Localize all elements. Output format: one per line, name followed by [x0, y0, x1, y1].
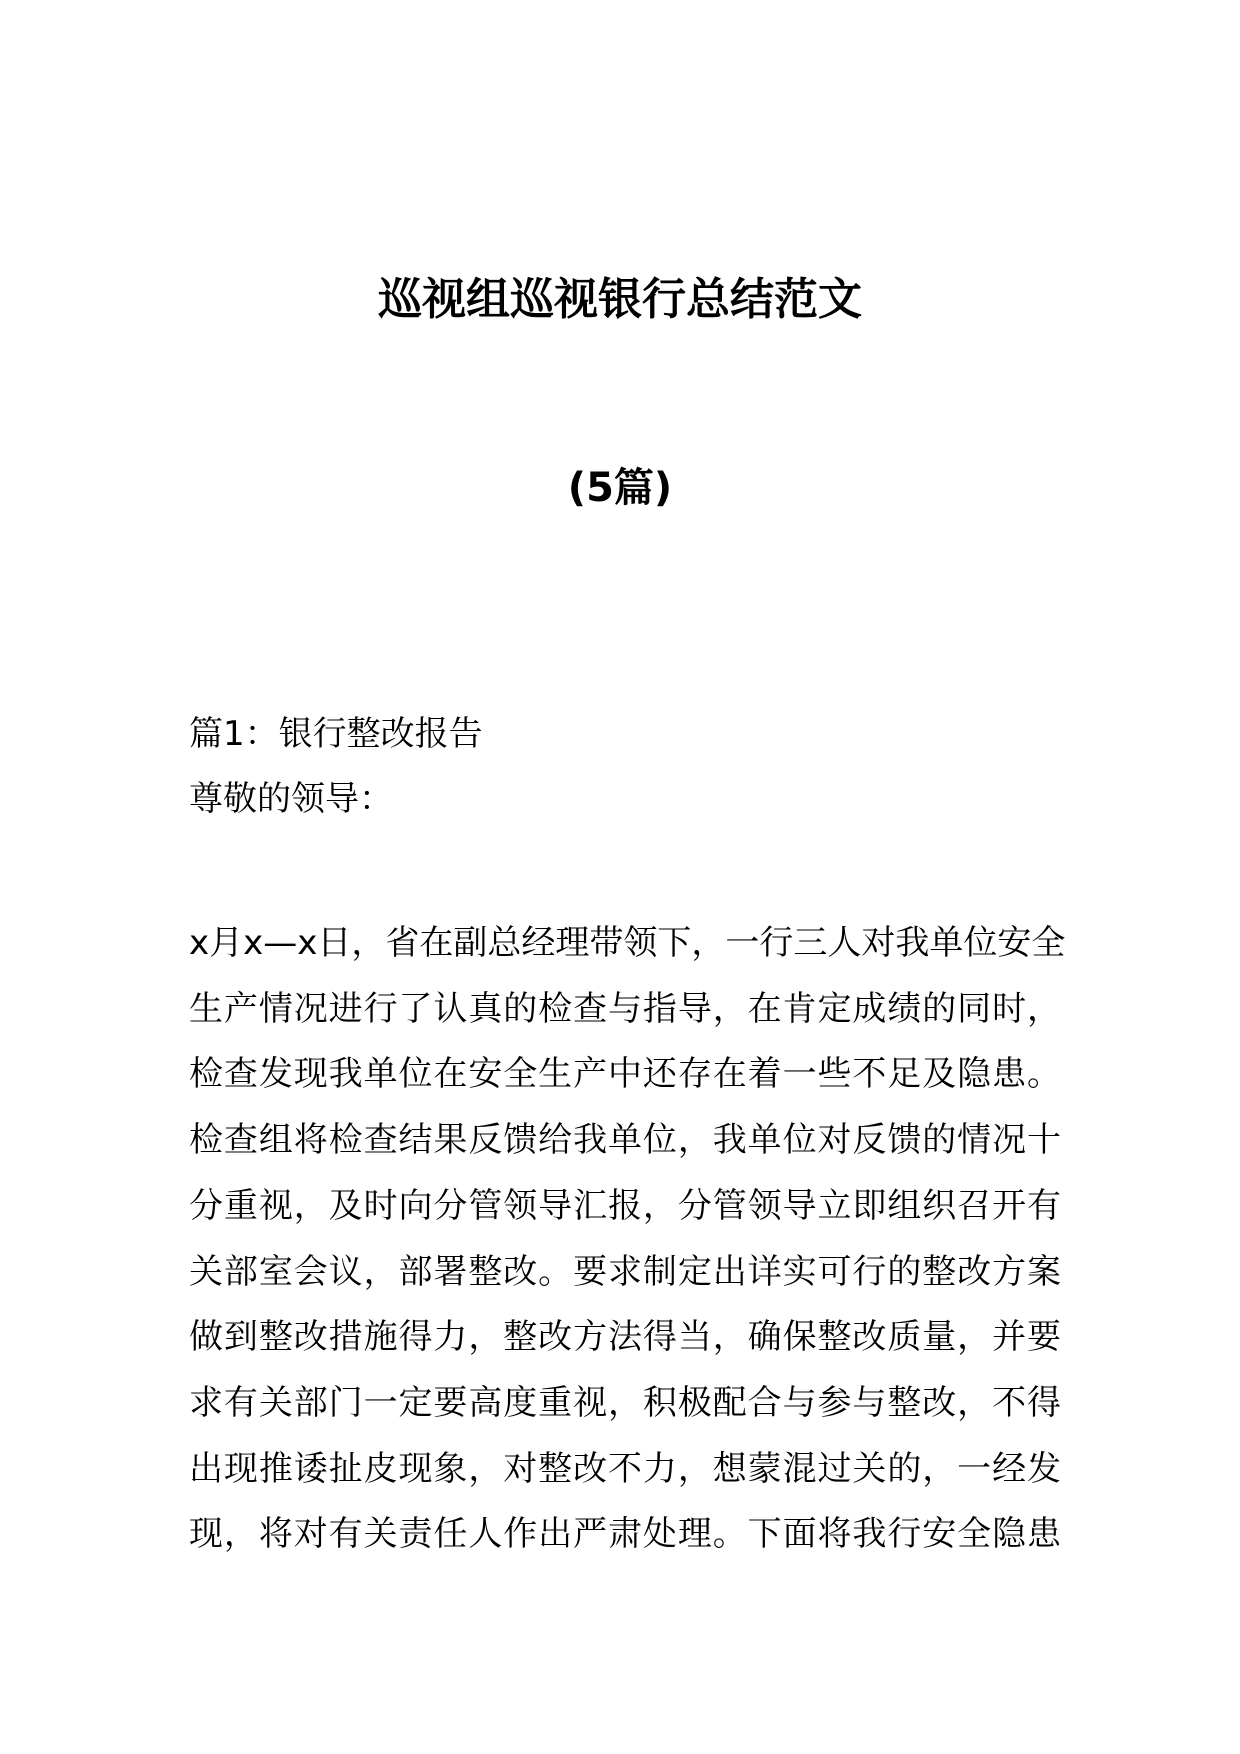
body-line: 做到整改措施得力，整改方法得当，确保整改质量，并要: [189, 1317, 1061, 1358]
body-paragraph: [189, 911, 1066, 1568]
body-line: x月x—x日，省在副总经理带领下，一行三人对我单位安全: [189, 923, 1066, 963]
body-line: 求有关部门一定要高度重视，积极配合与参与整改，不得: [189, 1382, 1061, 1423]
salutation: 尊敬的领导：: [189, 779, 393, 819]
body-line: 现，将对有关责任人作出严肃处理。下面将我行安全隐患: [189, 1514, 1061, 1555]
body-line: 检查组将检查结果反馈给我单位，我单位对反馈的情况十: [189, 1120, 1061, 1161]
document-title: 巡视组巡视银行总结范文: [378, 274, 862, 325]
body-line: 关部室会议，部署整改。要求制定出详实可行的整改方案: [189, 1251, 1061, 1292]
body-line: 生产情况进行了认真的检查与指导，在肯定成绩的同时，: [189, 988, 1061, 1029]
document-subtitle: (5篇): [567, 465, 673, 511]
body-line: 出现推诿扯皮现象，对整改不力，想蒙混过关的，一经发: [189, 1448, 1061, 1489]
body-line: 检查发现我单位在安全生产中还存在着一些不足及隐患。: [189, 1054, 1061, 1095]
body-line: 分重视，及时向分管领导汇报，分管领导立即组织召开有: [189, 1185, 1061, 1226]
section-heading: 篇1：银行整改报告: [189, 714, 483, 754]
